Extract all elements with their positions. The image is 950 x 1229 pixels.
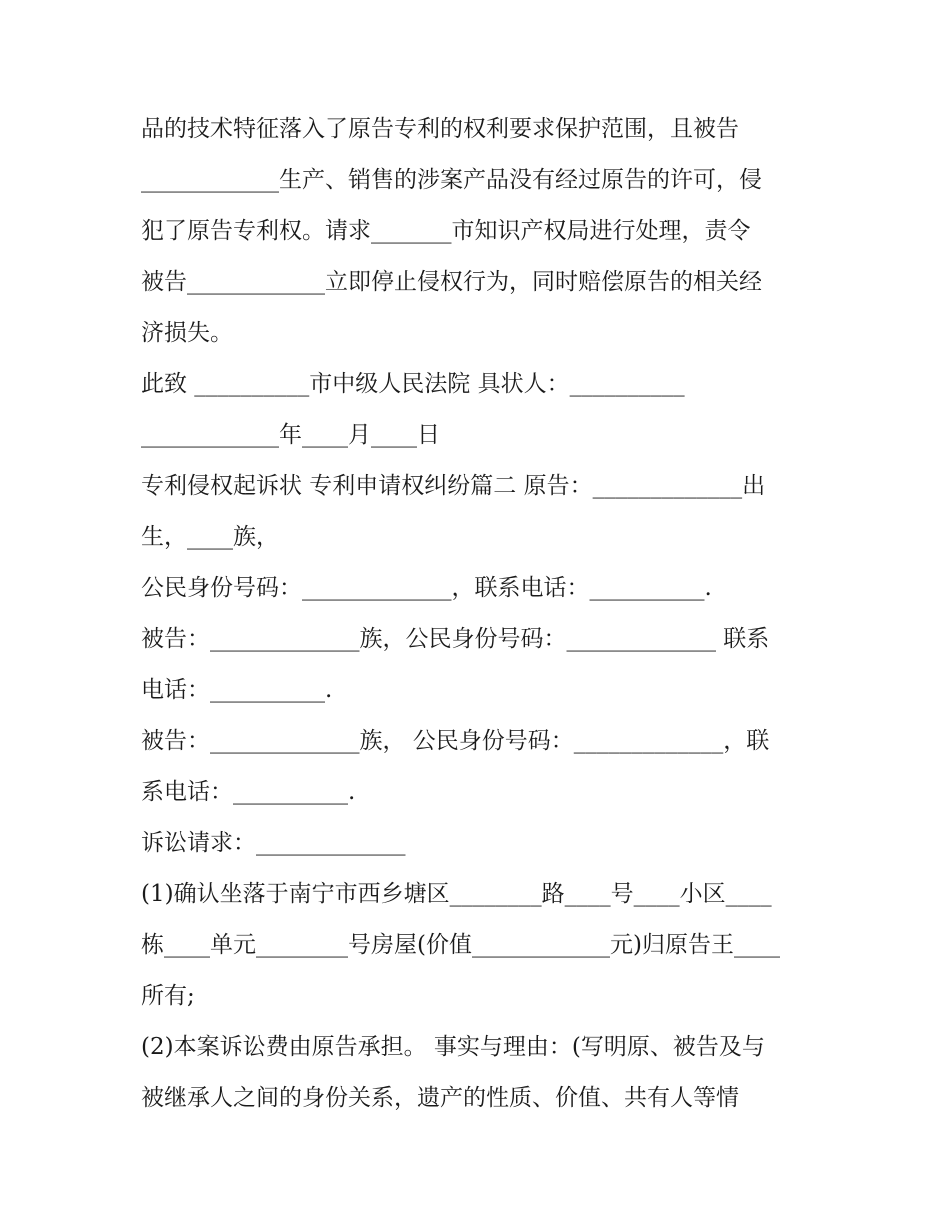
text-line: 公民身份号码：_____________，联系电话：__________.	[141, 575, 712, 601]
text-line: 电话：__________.	[141, 677, 333, 703]
text-line: 专利侵权起诉状 专利申请权纠纷篇二 原告：_____________出	[141, 473, 766, 499]
text-line: 被继承人之间的身份关系，遗产的性质、价值、共有人等情	[141, 1085, 739, 1111]
text-line: 栋____单元________号房屋(价值____________元)归原告王____	[141, 932, 780, 958]
text-line: 品的技术特征落入了原告专利的权利要求保护范围，且被告	[141, 116, 739, 142]
document-body	[141, 104, 813, 1124]
text-line: 被告：_____________族， 公民身份号码：_____________，联	[141, 728, 770, 754]
text-line: 犯了原告专利权。请求_______市知识产权局进行处理，责令	[141, 218, 751, 244]
text-line: ____________年____月____日	[141, 422, 440, 448]
text-line: 济损失。	[141, 320, 233, 346]
text-line: 被告____________立即停止侵权行为，同时赔偿原告的相关经	[141, 269, 762, 295]
text-line: 所有;	[141, 983, 195, 1009]
text-line: 系电话：__________.	[141, 779, 356, 805]
text-line: 诉讼请求：_____________	[141, 830, 406, 856]
text-line: ____________生产、销售的涉案产品没有经过原告的许可，侵	[141, 167, 762, 193]
text-line: 被告：_____________族，公民身份号码：_____________ 联系	[141, 626, 770, 652]
text-line: (1)确认坐落于南宁市西乡塘区________路____号____小区____	[141, 881, 772, 907]
text-line: 此致 __________市中级人民法院 具状人：__________	[141, 371, 685, 397]
text-line: (2)本案诉讼费由原告承担。 事实与理由：(写明原、被告及与	[141, 1034, 765, 1060]
text-line: 生，____族，	[141, 524, 279, 550]
